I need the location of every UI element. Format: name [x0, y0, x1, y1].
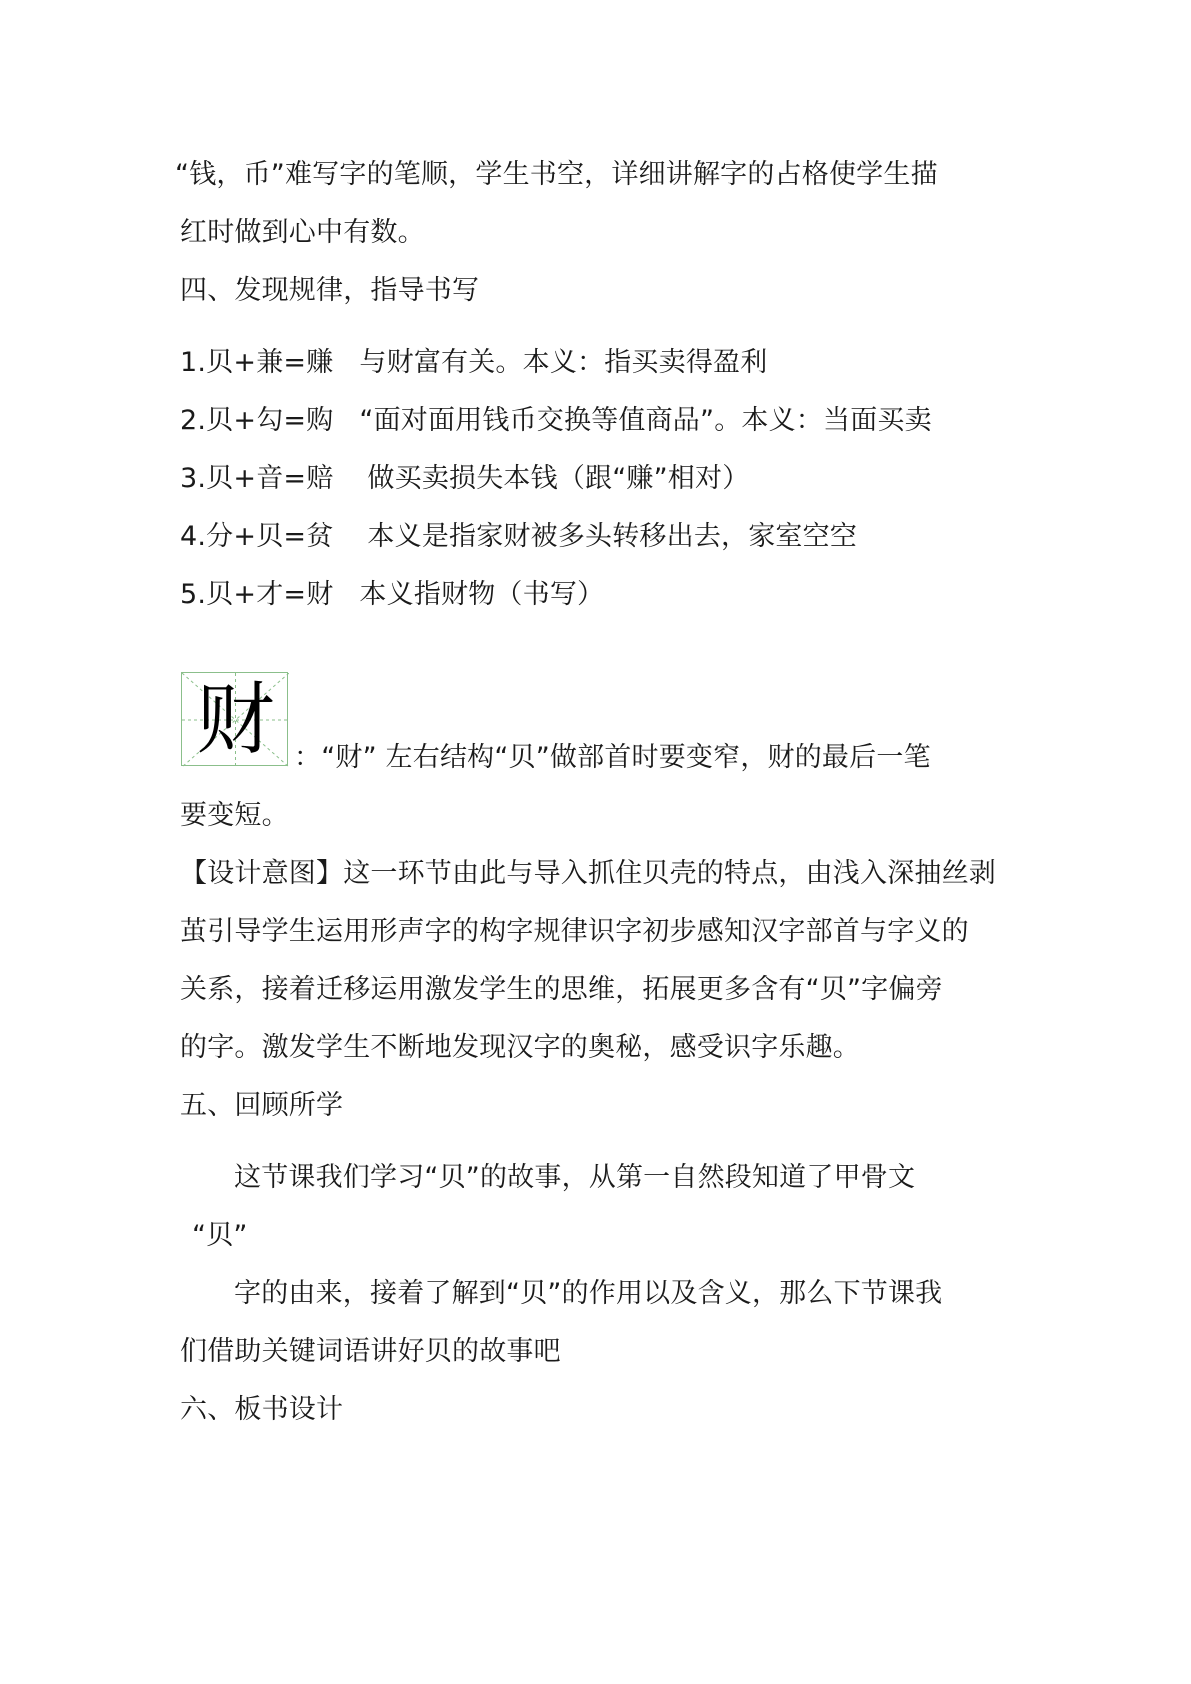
practice-character: 财 — [196, 675, 275, 765]
list-description: 本义指财物（书写） — [359, 579, 605, 610]
section-heading: 六、板书设计 — [180, 1394, 344, 1425]
list-item — [180, 403, 932, 439]
list-formula: 分+贝=贫 — [206, 521, 334, 552]
text-line: 【设计意图】这一环节由此与导入抓住贝壳的特点，由浅入深抽丝剥 — [180, 858, 996, 889]
list-number: 1. — [180, 347, 207, 378]
text-line: 的字。激发学生不断地发现汉字的奥秘，感受识字乐趣。 — [180, 1032, 860, 1063]
list-description: 与财富有关。本义：指买卖得盈利 — [359, 347, 768, 378]
text-line: 这节课我们学习“贝”的故事，从第一自然段知道了甲骨文 — [234, 1162, 916, 1193]
text-line: “钱，币”难写字的笔顺，学生书空，详细讲解字的占格使学生描 — [175, 159, 938, 190]
section-heading: 四、发现规律，指导书写 — [180, 275, 480, 306]
section-heading: 五、回顾所学 — [180, 1090, 344, 1121]
text-line: “贝” — [192, 1220, 248, 1251]
list-description: 本义是指家财被多头转移出去，家室空空 — [367, 521, 858, 552]
list-number: 2. — [180, 405, 207, 436]
text-line: 茧引导学生运用形声字的构字规律识字初步感知汉字部首与字义的 — [180, 916, 969, 947]
text-line: 要变短。 — [180, 800, 289, 831]
text-line: 关系，接着迁移运用激发学生的思维，拓展更多含有“贝”字偏旁 — [180, 974, 943, 1005]
list-formula: 贝+才=财 — [206, 579, 334, 610]
text-line: 红时做到心中有数。 — [180, 217, 425, 248]
character-practice-grid — [181, 672, 288, 766]
list-item — [180, 577, 604, 613]
list-number: 5. — [180, 579, 207, 610]
list-formula: 贝+兼=赚 — [206, 347, 334, 378]
list-item — [180, 345, 767, 381]
list-number: 4. — [180, 521, 207, 552]
list-item — [180, 519, 857, 555]
text-line: 字的由来，接着了解到“贝”的作用以及含义，那么下节课我 — [234, 1278, 943, 1309]
list-description: 做买卖损失本钱（跟“赚”相对） — [367, 463, 750, 494]
list-item — [180, 461, 749, 497]
text-line: ：“财” 左右结构“贝”做部首时要变窄，财的最后一笔 — [294, 742, 931, 773]
list-formula: 贝+音=赔 — [206, 463, 334, 494]
text-line: 们借助关键词语讲好贝的故事吧 — [180, 1336, 561, 1367]
list-formula: 贝+勾=购 — [206, 405, 334, 436]
list-description: “面对面用钱币交换等值商品”。本义：当面买卖 — [359, 405, 932, 436]
list-number: 3. — [180, 463, 207, 494]
